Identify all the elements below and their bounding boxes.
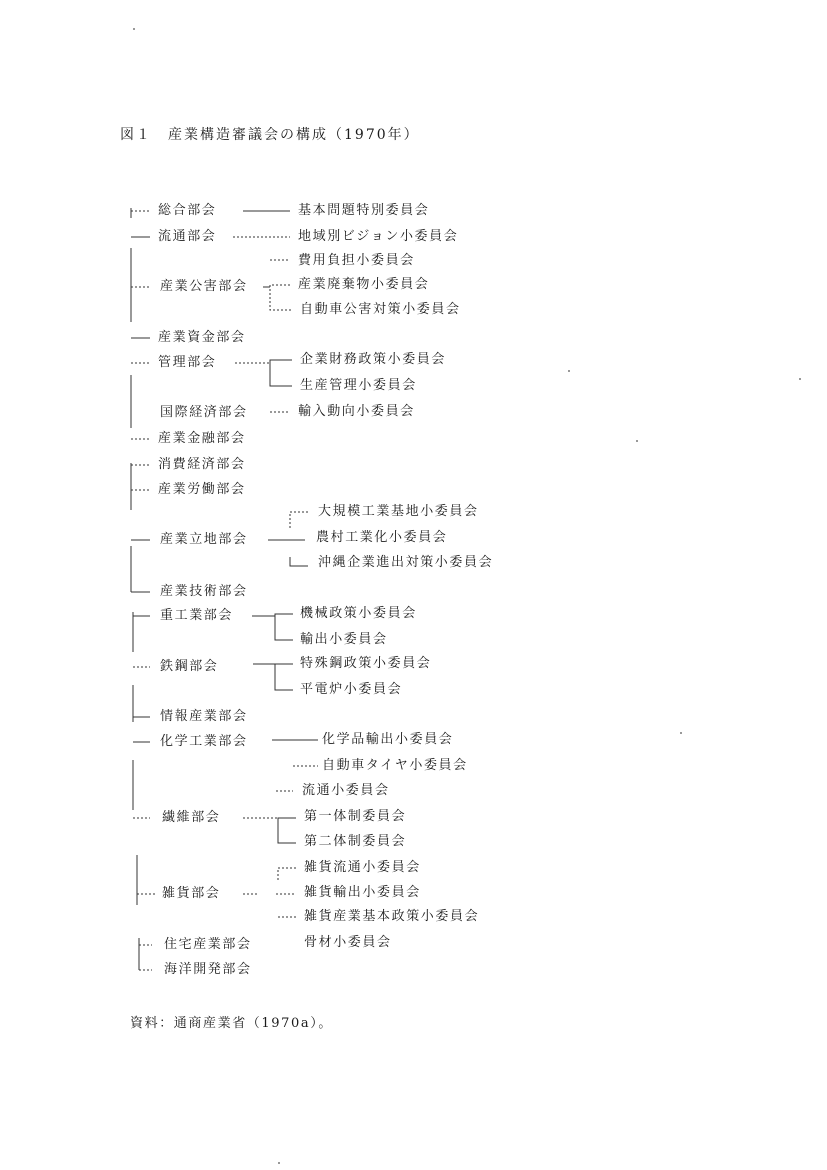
committee-label: 自動車タイヤ小委員会 bbox=[322, 758, 468, 773]
dept-label: 雑貨部会 bbox=[162, 886, 221, 901]
dept-label: 産業公害部会 bbox=[160, 279, 248, 294]
committee-label: 自動車公害対策小委員会 bbox=[300, 302, 461, 317]
dept-label: 総合部会 bbox=[158, 203, 217, 218]
committee-label: 第一体制委員会 bbox=[304, 809, 407, 824]
dept-label: 海洋開発部会 bbox=[164, 962, 252, 977]
scan-speck bbox=[680, 732, 682, 734]
committee-label: 輸入動向小委員会 bbox=[298, 404, 415, 419]
dept-label: 化学工業部会 bbox=[160, 734, 248, 749]
dept-label: 流通部会 bbox=[158, 229, 217, 244]
committee-label: 機械政策小委員会 bbox=[300, 606, 417, 621]
dept-label: 鉄鋼部会 bbox=[160, 659, 219, 674]
committee-label: 輸出小委員会 bbox=[300, 632, 388, 647]
committee-label: 費用負担小委員会 bbox=[298, 253, 415, 268]
scan-speck bbox=[278, 1162, 280, 1164]
committee-label: 産業廃棄物小委員会 bbox=[298, 277, 430, 292]
committee-label: 地域別ビジョン小委員会 bbox=[298, 229, 459, 244]
dept-label: 産業技術部会 bbox=[160, 584, 248, 599]
committee-label: 平電炉小委員会 bbox=[300, 682, 403, 697]
dept-label: 情報産業部会 bbox=[160, 709, 248, 724]
dept-label: 住宅産業部会 bbox=[164, 937, 252, 952]
source-note: 資料：通商産業省（1970a）。 bbox=[130, 1016, 333, 1031]
committee-label: 化学品輸出小委員会 bbox=[322, 732, 454, 747]
committee-label: 骨材小委員会 bbox=[304, 935, 392, 950]
committee-label: 特殊鋼政策小委員会 bbox=[300, 656, 432, 671]
dept-label: 産業資金部会 bbox=[158, 330, 246, 345]
dept-label: 重工業部会 bbox=[160, 608, 234, 623]
figure-title: 図１ 産業構造審議会の構成（1970年） bbox=[120, 127, 420, 143]
scan-speck bbox=[799, 378, 801, 380]
committee-label: 沖縄企業進出対策小委員会 bbox=[318, 555, 494, 570]
dept-label: 産業金融部会 bbox=[158, 431, 246, 446]
scan-speck bbox=[636, 440, 638, 442]
committee-label: 大規模工業基地小委員会 bbox=[318, 504, 479, 519]
committee-label: 生産管理小委員会 bbox=[300, 378, 417, 393]
committee-label: 基本問題特別委員会 bbox=[298, 203, 430, 218]
dept-label: 消費経済部会 bbox=[158, 457, 246, 472]
committee-label: 流通小委員会 bbox=[302, 783, 390, 798]
scan-speck bbox=[133, 28, 135, 30]
dept-label: 国際経済部会 bbox=[160, 405, 248, 420]
committee-label: 雑貨産業基本政策小委員会 bbox=[304, 909, 480, 924]
committee-label: 農村工業化小委員会 bbox=[316, 530, 448, 545]
committee-label: 第二体制委員会 bbox=[304, 834, 407, 849]
dept-label: 繊維部会 bbox=[162, 810, 221, 825]
dept-label: 産業立地部会 bbox=[160, 532, 248, 547]
committee-label: 雑貨流通小委員会 bbox=[304, 860, 421, 875]
scan-speck bbox=[568, 370, 570, 372]
committee-label: 企業財務政策小委員会 bbox=[300, 352, 447, 367]
committee-label: 雑貨輸出小委員会 bbox=[304, 885, 421, 900]
dept-label: 管理部会 bbox=[158, 355, 217, 370]
dept-label: 産業労働部会 bbox=[158, 482, 246, 497]
